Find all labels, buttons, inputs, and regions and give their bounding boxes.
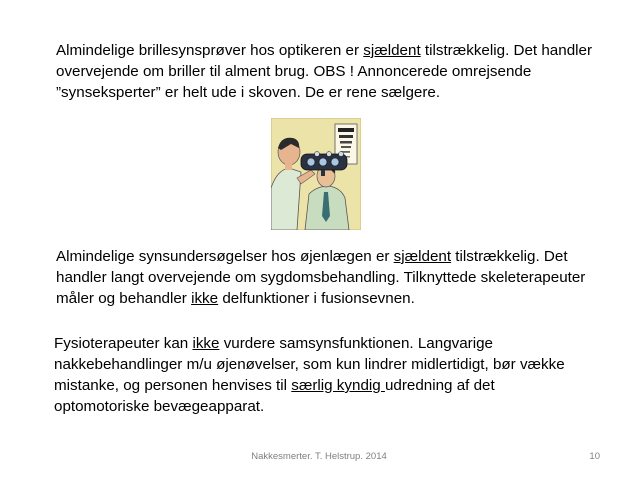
text-run: delfunktioner i fusionsevnen.	[218, 290, 415, 307]
paragraph-ophthalmologist	[56, 246, 596, 309]
text-run: udredning af det optomotoriske bevægeapparat.	[54, 377, 495, 415]
page-number: 10	[589, 451, 600, 462]
underlined-text: ikke	[191, 290, 219, 307]
paragraph-physiotherapist	[54, 333, 594, 417]
underlined-text: ikke	[192, 335, 220, 352]
text-run: Almindelige brillesynsprøver hos optikeren er	[56, 42, 364, 59]
text-run: vurdere samsynsfunktionen. Langvarige nakkebehandlinger m/u øjenøvelser, som kun lindrer midlertidigt, bør vække mistanke, og personen henvises til	[54, 335, 565, 394]
text-run: tilstrækkelig. Det handler overvejende om briller til alment brug. OBS ! Annoncerede omrejsende ”synseksperter” er helt ude i skoven. De er rene sælgere.	[56, 42, 593, 101]
text-run: Fysioterapeuter kan	[54, 335, 193, 352]
paragraph-optician	[56, 40, 596, 103]
footer-text: Nakkesmerter. T. Helstrup. 2014	[251, 451, 387, 462]
eye-exam-illustration	[271, 118, 361, 230]
underlined-text: sjældent	[393, 248, 452, 265]
text-run: Almindelige synsundersøgelser hos øjenlægen er	[56, 248, 394, 265]
underlined-text: særlig kyndig	[291, 377, 385, 394]
text-run: tilstrækkelig. Det handler langt overvejende om sygdomsbehandling. Tilknyttede skeleterapeuter måler og behandler	[56, 248, 586, 307]
underlined-text: sjældent	[363, 42, 421, 59]
